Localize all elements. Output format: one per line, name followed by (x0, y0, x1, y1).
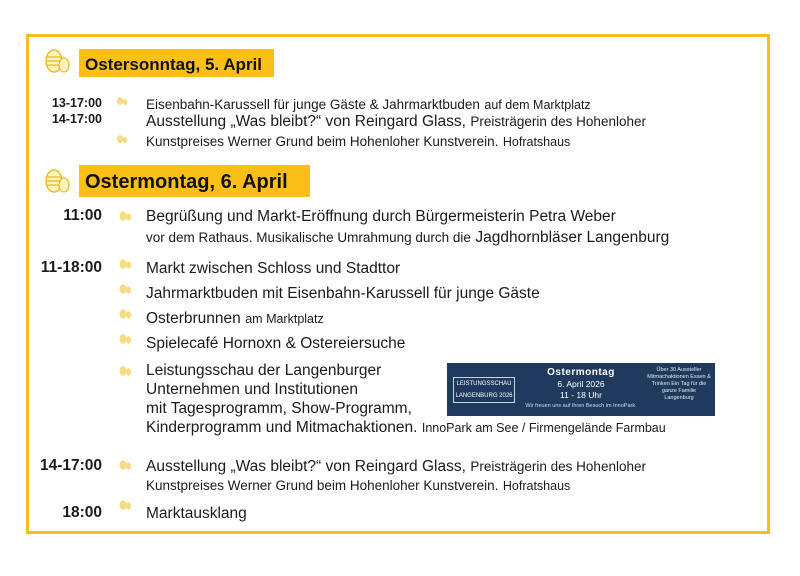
event-line: Eisenbahn-Karussell für junge Gäste & Jahrmarktbuden auf dem Marktplatz (146, 97, 591, 112)
event-line: mit Tagesprogramm, Show-Programm, (146, 400, 412, 417)
time-label: 18:00 (62, 504, 102, 521)
egg-bullet-icon (118, 258, 132, 270)
banner-side-place: Langenburg (664, 395, 694, 401)
egg-bullet-icon (118, 365, 132, 377)
event-line: Kunstpreises Werner Grund beim Hohenloher Kunstverein. Hofratshaus (146, 478, 571, 493)
egg-bullet-icon (118, 499, 132, 511)
egg-bullet-icon (118, 283, 132, 295)
leistungsschau-banner (447, 363, 715, 416)
event-line: Osterbrunnen am Marktplatz (146, 310, 324, 327)
event-line: Spielecafé Hornoxn & Ostereiersuche (146, 335, 406, 352)
banner-side-text: Über 30 Aussteller Mitmachaktionen Essen & Trinken Ein Tag für die ganze Familie (647, 367, 711, 394)
time-label: 11:00 (63, 207, 102, 224)
egg-bullet-icon (118, 333, 132, 345)
banner-invite: Wir freuen uns auf Ihren Besuch im InnoPark. (525, 403, 637, 409)
event-line: Unternehmen und Institutionen (146, 381, 358, 398)
event-line: Kunstpreises Werner Grund beim Hohenloher Kunstverein. Hofratshaus (146, 134, 571, 149)
event-line: Ausstellung „Was bleibt?“ von Reingard Glass, Preisträgerin des Hohenloher (146, 113, 646, 130)
banner-date: 6. April 2026 (557, 379, 605, 389)
event-line: Begrüßung und Markt-Eröffnung durch Bürgermeisterin Petra Weber (146, 208, 616, 225)
event-line: vor dem Rathaus. Musikalische Umrahmung durch die Jagdhornbläser Langenburg (146, 229, 670, 246)
leistungsschau-logo: LEISTUNGSSCHAU LANGENBURG 2026 (453, 377, 515, 403)
time-label: 11-18:00 (40, 259, 102, 276)
easter-egg-icon (42, 46, 72, 76)
time-label: 14-17:00 (39, 457, 102, 474)
banner-hours: 11 - 18 Uhr (560, 390, 602, 400)
event-line: Kinderprogramm und Mitmachaktionen. InnoPark am See / Firmengelände Farmbau (146, 419, 666, 436)
event-line: Jahrmarktbuden mit Eisenbahn-Karussell für junge Gäste (146, 285, 540, 302)
event-line: Markt zwischen Schloss und Stadttor (146, 260, 401, 277)
time-label: 14-17:00 (51, 112, 102, 126)
event-line: Leistungsschau der Langenburger (146, 362, 382, 379)
easter-egg-icon (42, 166, 72, 196)
egg-bullet-icon (118, 210, 132, 222)
day-heading-easter-sunday: Ostersonntag, 5. April (79, 49, 274, 77)
egg-bullet-icon (118, 308, 132, 320)
event-line: Ausstellung „Was bleibt?“ von Reingard Glass, Preisträgerin des Hohenloher (146, 458, 646, 475)
egg-bullet-icon (116, 96, 128, 106)
day-heading-easter-monday: Ostermontag, 6. April (79, 165, 310, 197)
egg-bullet-icon (116, 134, 128, 144)
egg-bullet-icon (118, 459, 132, 471)
time-label: 13-17:00 (51, 96, 102, 110)
event-line: Marktausklang (146, 505, 247, 522)
banner-title: Ostermontag (547, 367, 615, 378)
